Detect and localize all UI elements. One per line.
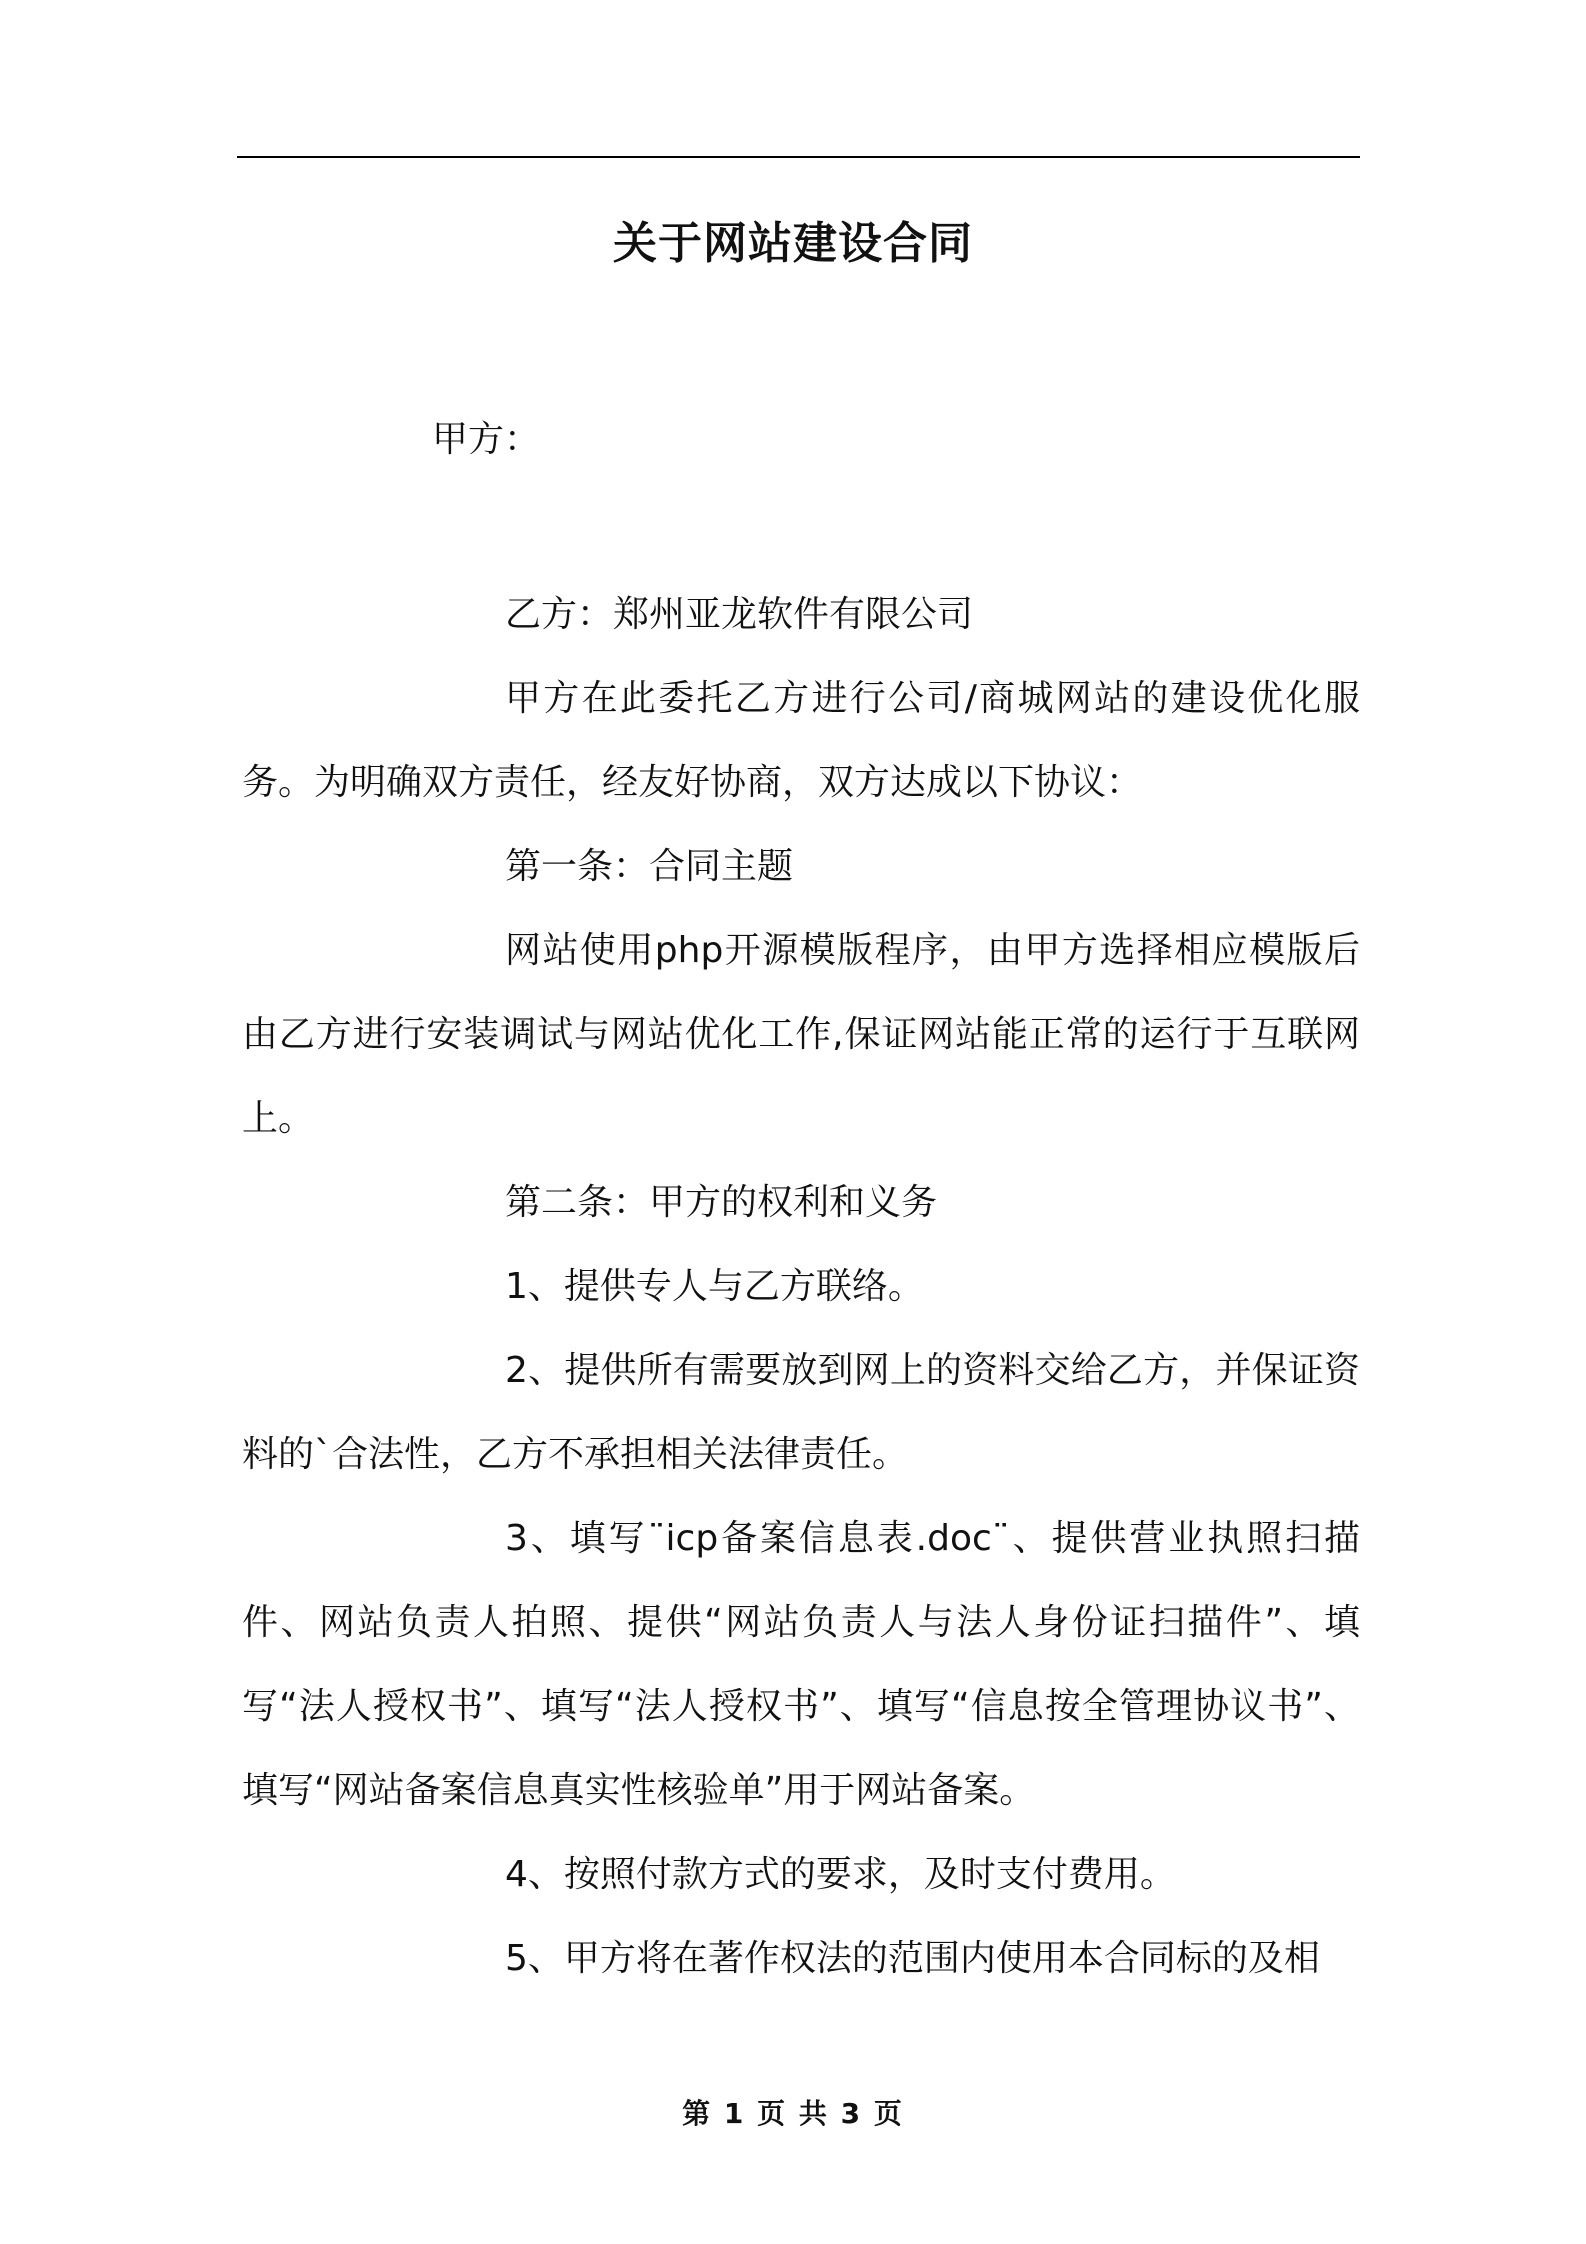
article-1-paragraph: 网站使用php开源模版程序，由甲方选择相应模版后由乙方进行安装调试与网站优化工作,保证网站能正常的运行于互联网上。	[242, 930, 1360, 1139]
list-item: 3、填写¨icp备案信息表.doc¨、提供营业执照扫描件、网站负责人拍照、提供“网站负责人与法人身份证扫描件”、填写“法人授权书”、填写“法人授权书”、填写“信息按全管理协议书”、填写“网站备案信息真实性核验单”用于网站备案。	[242, 1518, 1360, 1811]
list-item: 1、提供专人与乙方联络。	[505, 1266, 924, 1307]
document-title: 关于网站建设合同	[613, 218, 973, 269]
article-1-heading: 第一条：合同主题	[505, 846, 794, 887]
party-b-line: 乙方：郑州亚龙软件有限公司	[505, 594, 974, 635]
header-rule	[237, 156, 1360, 158]
list-item: 2、提供所有需要放到网上的资料交给乙方，并保证资料的`合法性，乙方不承担相关法律责任。	[242, 1350, 1360, 1475]
page-number: 第 1 页 共 3 页	[682, 2097, 904, 2130]
list-item: 4、按照付款方式的要求，及时支付费用。	[505, 1854, 1176, 1895]
contract-body	[242, 573, 1360, 2001]
article-2-heading: 第二条：甲方的权利和义务	[505, 1182, 938, 1223]
list-item: 5、甲方将在著作权法的范围内使用本合同标的及相	[505, 1938, 1320, 1979]
intro-paragraph: 甲方在此委托乙方进行公司/商城网站的建设优化服务。为明确双方责任，经友好协商，双方达成以下协议：	[242, 678, 1360, 803]
party-a-label: 甲方：	[432, 419, 541, 460]
